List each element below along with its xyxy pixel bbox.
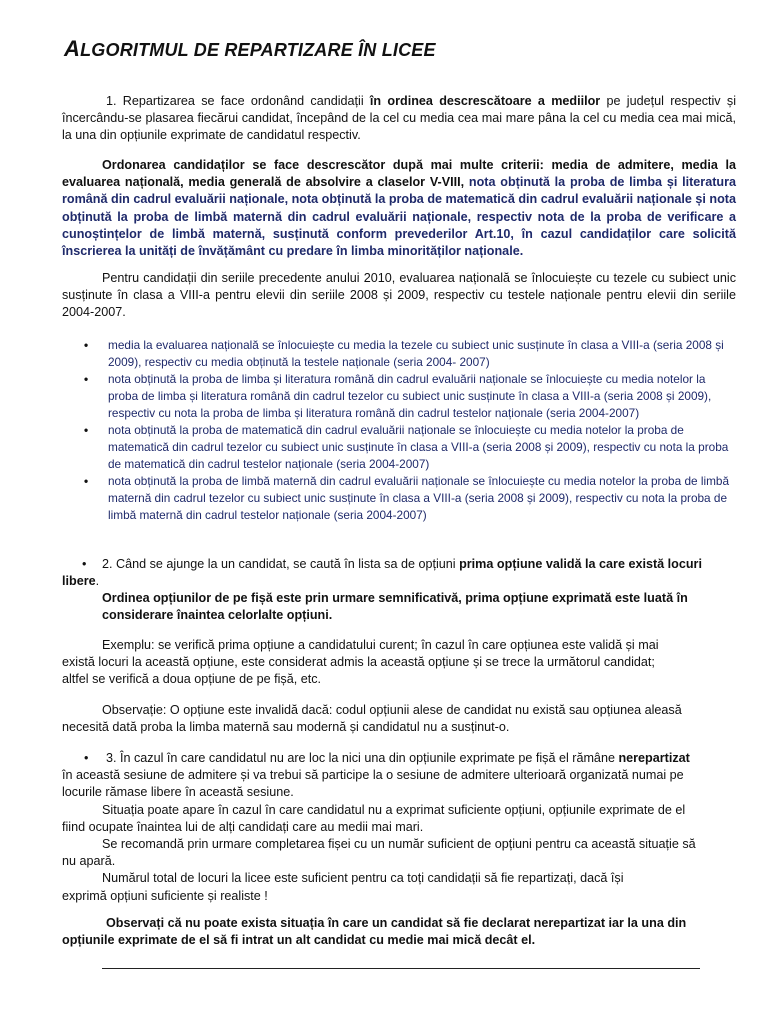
document-title: ALGORITMUL DE REPARTIZARE ÎN LICEE — [64, 36, 436, 61]
paragraph-previous-series: Pentru candidații din seriile precedente anului 2010, evaluarea națională se înlocuiește cu tezele cu subiect unic susținute în clasa a VIII-a pentru elevii din seriile 2008 și 2009, respectiv cu testele naționale pentru elevii din seriile 2004-2007. — [62, 271, 736, 320]
observation-paragraph: Observație: O opțiune este invalidă dacă: codul opțiunii alese de candidat nu există sau opțiunea aleasă necesită dată proba la limba maternă sau modernă și candidatul nu a susținut-o. — [62, 703, 682, 735]
final-note: Observați că nu poate exista situația în care un candidat să fie declarat nerepartizat iar la una din opțiunile exprimate de el să fi intrat un alt candidat cu medie mai mică decât el. — [62, 916, 687, 948]
section-3-situation: Situația poate apare în cazul în care candidatul nu a exprimat suficiente opțiuni, opțiunile exprimate de el fiind ocupate înaintea lui de alți candidați care au medii mai mari. — [62, 802, 686, 834]
horizontal-rule — [102, 968, 700, 969]
list-item: • media la evaluarea națională se înlocuiește cu media la tezele cu subiect unic susținute în clasa a VIII-a (seria 2008 și 2009), respectiv cu media obținută la testele naționale (seria 2004- 2007) — [84, 338, 724, 369]
list-item: • nota obținută la proba de limbă maternă din cadrul evaluării naționale se înlocuiește cu media notelor la proba de limbă maternă din cadrul tezelor cu subiect unic susținute în clasa a VIII-a (seria 2008 și 2009), respectiv cu nota la proba de limbă maternă din cadrul testelor naționale (seria 2004-2007) — [84, 474, 730, 522]
list-item: • nota obținută la proba de matematică din cadrul evaluării naționale se înlocuiește cu media notelor la proba de matematică din cadrul tezelor cu subiect unic susținute în clasa a VIII-a (seria 2008 și 2009), respectiv cu nota la proba de matematică din cadrul testelor naționale (seria 2004-2007) — [84, 423, 729, 471]
section-3-main: • 3. În cazul în care candidatul nu are loc la nici una din opțiunile exprimate pe fișă el rămâne nerepartizat în această sesiune de admitere și va trebui să participe la o sesiune de admitere ulterioară organizată numai pe locurile rămase libere în această sesiune. — [62, 751, 690, 800]
paragraph-criteria: Ordonarea candidaților se face descrescător după mai multe criterii: media de admitere, media la evaluarea națională, media generală de absolvire a claselor V-VIII, nota obținută la proba de limba și literatura română din cadrul evaluării naționale, nota obținută la proba de matematică din cadrul evaluării naționale și nota obținută la proba de limbă maternă din cadrul evaluării naționale, respectiv nota de la proba de verificare a cunoștințelor de limbă maternă, susținută conform prevederilor Art.10, în cazul candidaților care solicită înscrierea la unități de învățământ cu predare în limba minorităților naționale. — [62, 158, 736, 259]
section-2-order: Ordinea opțiunilor de pe fișă este prin urmare semnificativă, prima opțiune exprimată este luată în considerare înaintea celorlalte opțiuni. — [102, 591, 688, 623]
example-paragraph: Exemplu: se verifică prima opțiune a candidatului curent; în cazul în care opțiunea este validă și mai există locuri la această opțiune, este considerat admis la această opțiune și se trece la următorul candidat; altfel se verifică a doua opțiune de pe fișă, etc. — [62, 638, 659, 687]
list-item: • nota obținută la proba de limba și literatura română din cadrul evaluării naționale se înlocuiește cu media notelor la proba de limba și literatura română din cadrul tezelor cu subiect unic susținute în clasa a VIII-a (seria 2008 și 2009), respectiv cu nota la proba de limba și literatura română din cadrul testelor naționale (seria 2004-2007) — [84, 372, 712, 420]
replacement-rules-list — [62, 337, 736, 524]
paragraph-1: 1. Repartizarea se face ordonând candidații în ordinea descrescătoare a mediilor pe județul respectiv și încercându-se plasarea fiecărui candidat, începând de la cel cu media cea mai mare pâna la cel cu media cea mai mică, la una din opțiunile exprimate de candidatul respectiv. — [62, 94, 736, 143]
section-2: • 2. Când se ajunge la un candidat, se caută în lista sa de opțiuni prima opțiune validă la care există locuri libere. — [62, 557, 702, 589]
section-3 — [62, 750, 702, 905]
section-3-total: Numărul total de locuri la licee este suficient pentru ca toți candidații să fie repartizați, dacă își exprimă opțiuni suficiente și realiste ! — [62, 871, 624, 903]
section-3-recommendation: Se recomandă prin urmare completarea fișei cu un număr suficient de opțiuni pentru ca această situație să nu apară. — [62, 837, 696, 869]
